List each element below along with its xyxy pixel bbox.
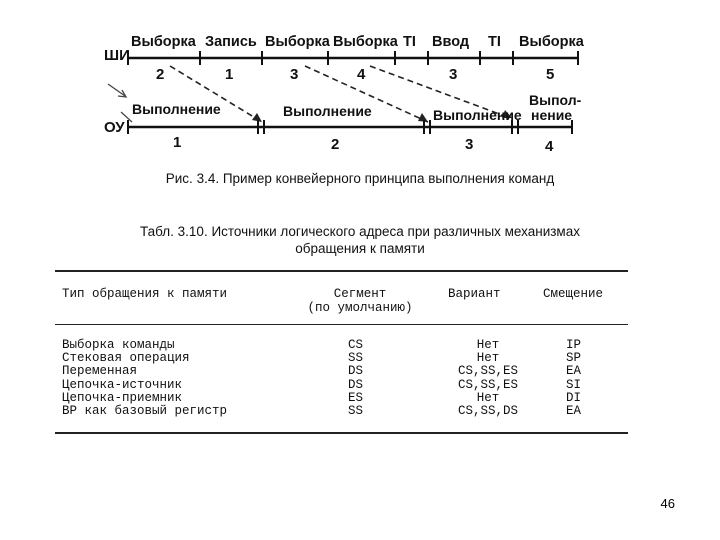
cell-offset: IP — [566, 338, 582, 352]
header-variant: Вариант — [448, 287, 501, 301]
cell-offset: SP — [566, 351, 582, 366]
header-type: Тип обращения к памяти — [62, 287, 228, 301]
bus-op-number: 5 — [546, 66, 555, 83]
bus-op-label: Выборка — [265, 34, 330, 50]
cell-offset: EA — [566, 364, 582, 379]
column-type — [62, 339, 227, 418]
bus-op-label: Выборка — [519, 34, 584, 50]
bus-op-label: Выборка — [131, 34, 196, 50]
table-caption-line2: обращения к памяти — [295, 241, 425, 256]
cell-type: Переменная — [62, 364, 138, 379]
bus-op-label: TI — [403, 34, 416, 50]
bus-op-label: Ввод — [432, 34, 470, 50]
bus-op-number: 2 — [156, 66, 165, 83]
cell-segment: ES — [348, 390, 364, 405]
table-rule-bottom — [55, 432, 628, 434]
table-rule-header — [55, 324, 628, 325]
cell-segment: CS — [348, 338, 364, 352]
bus-op-label: Выборка — [333, 34, 398, 50]
table-caption: Табл. 3.10. Источники логического адреса при различных механизмах — [140, 224, 580, 239]
bus-op-number: 3 — [449, 66, 458, 83]
header-segment — [290, 287, 430, 315]
exec-op-label: Выполнение — [433, 107, 522, 123]
bus-op-number: 4 — [357, 66, 366, 83]
cell-segment: DS — [348, 364, 364, 379]
exec-op-number: 2 — [331, 136, 340, 153]
cell-segment: SS — [348, 351, 364, 366]
cell-type: Цепочка-приемник — [62, 390, 183, 405]
cell-type: Цепочка-источник — [62, 377, 183, 392]
cell-variant: Нет — [476, 390, 500, 405]
cell-variant: Нет — [476, 351, 500, 366]
column-segment — [348, 339, 363, 418]
column-variant — [433, 339, 543, 418]
exec-op-label: Выпол- — [529, 92, 582, 108]
cell-variant: CS,SS,ES — [457, 364, 518, 379]
cell-offset: SI — [566, 377, 582, 392]
cell-offset: DI — [566, 390, 582, 405]
cell-variant: CS,SS,ES — [457, 377, 518, 392]
bus-unit-label: ШИ — [104, 47, 130, 64]
exec-op-label: Выполнение — [132, 101, 221, 117]
exec-op-number: 3 — [465, 136, 474, 153]
exec-unit-label: ОУ — [104, 119, 125, 136]
page-number: 46 — [660, 496, 675, 511]
table-rule-top — [55, 270, 628, 272]
bus-op-number: 3 — [290, 66, 299, 83]
cell-variant: CS,SS,DS — [457, 403, 518, 418]
cell-type: Выборка команды — [62, 338, 175, 352]
header-segment-line2: (по умолчанию) — [307, 301, 413, 315]
header-segment-line1: Сегмент — [333, 287, 387, 301]
cell-variant: Нет — [476, 338, 500, 352]
pipeline-diagram — [0, 0, 720, 165]
exec-op-label: Выполнение — [283, 103, 372, 119]
exec-op-number: 1 — [173, 134, 182, 151]
header-offset: Смещение — [543, 287, 604, 301]
bus-op-label: Запись — [205, 34, 257, 50]
bus-op-number: 1 — [225, 66, 234, 83]
column-offset — [566, 339, 581, 418]
cell-type: BP как базовый регистр — [62, 403, 228, 418]
exec-op-label: нение — [531, 107, 573, 123]
bus-op-label: TI — [488, 34, 501, 50]
cell-segment: SS — [348, 403, 364, 418]
cell-segment: DS — [348, 377, 364, 392]
cell-offset: EA — [566, 403, 582, 418]
exec-op-number: 4 — [545, 138, 554, 155]
cell-type: Стековая операция — [62, 351, 190, 366]
figure-caption: Рис. 3.4. Пример конвейерного принципа выполнения команд — [165, 171, 555, 186]
